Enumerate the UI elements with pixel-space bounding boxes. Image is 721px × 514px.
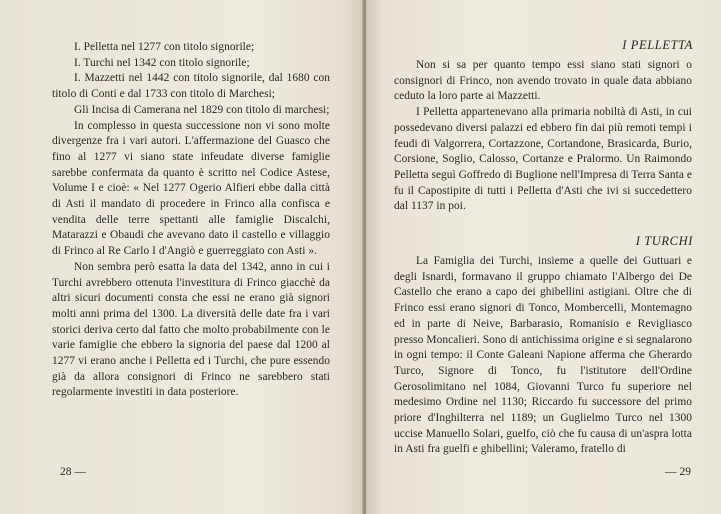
section-text-pelletta xyxy=(394,58,692,215)
section-heading-pelletta: I PELLETTA xyxy=(622,38,693,52)
paragraph: La Famiglia dei Turchi, insieme a quelle dei Guttuari e degli Isnardi, formavano il gruppo chiamato l'Albergo dei De Castello che erano a capo dei ghibellini astigiani. Oltre che di Frinco essi erano signori di Tonco, Mombercelli, Montemagno ed in parte di Neive, Barbarasio, Romanisio e Revigliasco presso Moncalieri. Sono di antichissima origine e si segnalarono in ogni tempo: il Conte Galeani Napione afferma che Gherardo Turco, Signore di Tonco, fu l'istitutore dell'Ordine Gerosolimitano nel 1084, Giovanni Turco fu superiore nel medesimo Ordine nel 1130; Riccardo fu successore del primo priore d'Inghilterra nel 1189; un Guglielmo Turco nel 1300 uccise Manuello Solari, guelfo, ciò che fu causa di un'aspra lotta in Asti fra guelfi e ghibellini; Valeramo, fratello di xyxy=(394,255,692,456)
right-page xyxy=(366,0,721,514)
section-text-turchi xyxy=(394,254,692,458)
paragraph: I. Pelletta nel 1277 con titolo signorile; xyxy=(74,41,255,53)
page-number-left: 28 — xyxy=(60,466,86,478)
section-heading-turchi: I TURCHI xyxy=(635,234,693,248)
paragraph: Non sembra però esatta la data del 1342, anno in cui i Turchi avrebbero ottenuta l'investitura di Frinco giacchè da altri sicuri documenti consta che essi ne erano già signori molti anni prima del 1300. La diversità delle date fra i vari storici deriva certo dal fatto che molto probabilmente con le varie famiglie che ebbero la signoria del paese dal 1200 al 1277 vi erano anche i Pelletta ed i Turchi, che pure essendo già da allora consignori di Frinco ne sarebbero stati regolarmente investiti in data posteriore. xyxy=(52,260,330,399)
paragraph: I. Turchi nel 1342 con titolo signorile; xyxy=(74,56,250,69)
paragraph: Non si sa per quanto tempo essi siano stati signori o consignori di Frinco, non avendo trovato in quale data abbiano ceduto la loro parte ai Mazzetti. xyxy=(394,59,692,103)
paragraph: I Pelletta appartenevano alla primaria nobiltà di Asti, in cui possedevano diversi palazzi ed ebbero fin dai più remoti tempi i feudi di Valgorrera, Cortazzone, Cortandone, Brasicarda, Burio, Corsione, Soglio, Calosso, Cortanze e Pralormo. Un Raimondo Pelletta seguì Goffredo di Buglione nell'Impresa di Terra Santa e fu il Capostipite di tutti i Pelletta d'Asti che ivi si succedettero dal 1137 in poi. xyxy=(394,106,692,213)
page-number-right: — 29 xyxy=(665,466,691,478)
paragraph: In complesso in questa successione non vi sono molte divergenze fra i vari autori. L'affermazione del Guasco che fino al 1277 vi siano state infeudate diverse famiglie sarebbe confermata da quanto è scritto nel Codice Astese, Volume I e cioè: « Nel 1277 Ogerio Alfieri ebbe dalla città di Asti il mandato di procedere in Frinco alla confisca e vendita delle terre spettanti alle famiglie Discalchi, Matarazzi e Obaudi che avevano dato il castello e villaggio di Frinco al Re Carlo I d'Angiò e guerreggiato con Asti ». xyxy=(52,119,330,258)
paragraph: Gli Incisa di Camerana nel 1829 con titolo di marchesi; xyxy=(74,103,330,116)
paragraph: I. Mazzetti nel 1442 con titolo signorile, dal 1680 con titolo di Conti e dal 1733 con titolo di Marchesi; xyxy=(52,72,330,101)
left-page-text xyxy=(52,40,330,401)
